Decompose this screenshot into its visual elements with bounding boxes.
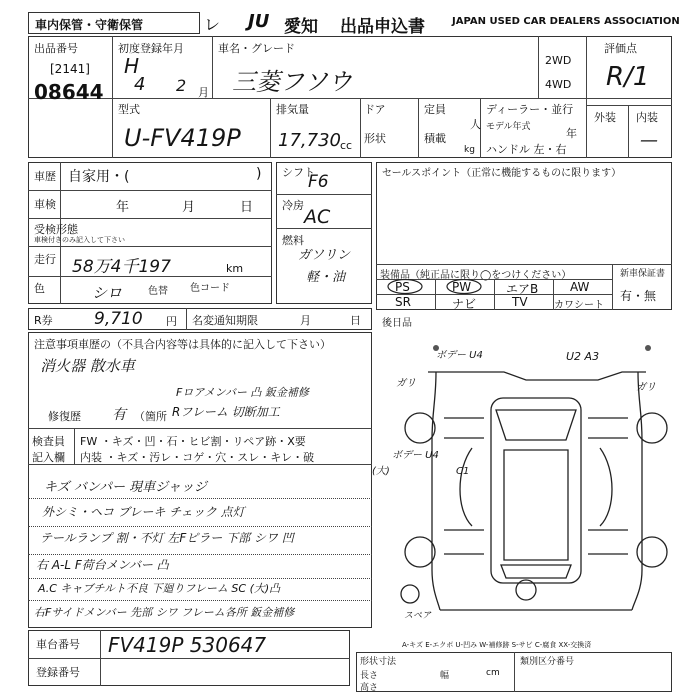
handle-label: ハンドル 左・右 [486, 143, 567, 156]
first-reg-year: 4 [134, 74, 146, 95]
memo-line-4: 右 A-L F荷台メンバー 凸 [36, 558, 169, 572]
memo-line-1: キズ バンパー 現車ジャッジ [44, 480, 207, 495]
yen-unit: 円 [166, 315, 177, 328]
first-reg-label: 初度登録年月 [118, 42, 184, 55]
diagram-note-1: ボデー U4 [436, 350, 483, 361]
recycle-label: R券 [34, 314, 53, 327]
shift-value: F6 [308, 172, 329, 192]
capacity-label: 定員 [424, 103, 446, 116]
association-name: JAPAN USED CAR DEALERS ASSOCIATION [452, 16, 680, 27]
door-label: ドア [364, 103, 386, 116]
diagram-note-5: ボデー U4 [392, 450, 439, 461]
shape-dims-label: 形状寸法 [360, 657, 397, 667]
equip-airbag: エアB [506, 282, 539, 296]
maker-label: 車名・グレード [218, 42, 295, 55]
color-value: シロ [92, 284, 123, 302]
memo-line-6: 右Fサイドメンバー 先部 シワ フレーム各所 鈑金補修 [34, 606, 295, 619]
name-change-day: 日 [350, 314, 361, 327]
equip-leather: カワシート [554, 300, 604, 311]
score-label: 評価点 [604, 42, 637, 55]
shift-label: シフト [282, 166, 315, 179]
length-label: 長さ [360, 671, 379, 681]
aircon-value: AC [304, 206, 331, 228]
diagram-note-6: C1 [456, 466, 470, 477]
diagram-note-2: U2 A3 [566, 350, 600, 363]
region-title: 愛知 [284, 17, 318, 37]
equipment-circles [376, 279, 612, 310]
fw-row: FW ・キズ・凹・石・ヒビ割・リペア跡・X要 [80, 435, 306, 448]
fuel-value-2: 軽・油 [306, 270, 346, 285]
fuel-value-1: ガソリン [298, 248, 351, 263]
person-unit: 人 [470, 118, 481, 131]
warranty-value: 有・無 [620, 289, 657, 303]
diagram-note-3: ガリ [396, 378, 416, 389]
chassis-value: FV419P 530647 [108, 633, 267, 657]
chassis-label: 車台番号 [36, 638, 80, 651]
shape-label: 形状 [364, 132, 386, 145]
sales-point-label: セールスポイント（正常に機能するものに限ります） [382, 168, 622, 179]
km-unit: km [226, 262, 244, 275]
interior-label: 内装 [636, 111, 658, 124]
displacement-value: 17,730 [278, 130, 341, 151]
equip-aw: AW [570, 280, 590, 294]
diagram-note-4: ガリ [636, 382, 656, 393]
notes-line-1: 消火器 散水車 [40, 357, 135, 375]
score-value: R/1 [606, 62, 650, 92]
history-value: 自家用・( [68, 169, 130, 185]
inspector-label: 検査員 [32, 435, 65, 448]
model-year-label: モデル年式 [486, 122, 531, 132]
width-label: 幅 [440, 671, 450, 681]
exterior-label: 外装 [594, 111, 616, 124]
kg-unit: kg [464, 145, 475, 155]
history-close: ) [256, 166, 262, 182]
color-code-label: 色コード [190, 283, 230, 294]
cc-unit: cc [340, 139, 353, 152]
history-label: 車歴 [34, 170, 56, 183]
repair-place: （箇所 [134, 410, 167, 423]
memo-line-5: A.C キャブチルト不良 下廻りフレーム SC (大)凸 [38, 582, 281, 595]
color-label: 色 [34, 282, 45, 295]
dealer-label: ディーラー・並行 [486, 103, 574, 116]
repair-text-2: Rフレーム 切断加工 [172, 405, 280, 419]
month-unit: 月 [198, 86, 209, 99]
notes-label: 注意事項車歴の（不具合内容等は具体的に記入して下さい） [34, 338, 331, 351]
car-diagram [376, 340, 672, 636]
name-change-label: 名変通知期限 [192, 314, 258, 327]
aircon-label: 冷房 [282, 199, 304, 212]
maker-value: 三菱フソウ [232, 68, 352, 96]
interior-value: — [640, 130, 658, 151]
drive-2wd: 2WD [545, 54, 572, 67]
color-change: 色替 [148, 286, 168, 297]
recycle-value: 9,710 [94, 309, 143, 329]
storage-box [28, 12, 200, 34]
ju-logo: JU [248, 11, 270, 32]
rear-seat-label: 後日品 [382, 318, 412, 329]
repair-mark: 有 [112, 407, 126, 423]
diagram-note-7: (大) [372, 466, 390, 477]
equip-sr: SR [395, 295, 411, 309]
model-label: 型式 [118, 103, 140, 116]
equip-navi: ナビ [452, 297, 477, 311]
equip-tv: TV [512, 295, 528, 309]
lot-label: 出品番号 [34, 42, 78, 55]
storage-note: 車内保管・守衛保管 [35, 18, 144, 32]
model-value: U-FV419P [124, 124, 241, 152]
memo-line-2: 外シミ・ヘコ ブレーキ チェック 点灯 [42, 505, 245, 519]
inspection-month: 月 [182, 200, 196, 215]
equip-ps: PS [395, 280, 410, 294]
entry-label: 記入欄 [32, 451, 65, 464]
body-class-label: 類別区分番号 [520, 657, 575, 667]
equipment-label: 装備品（純正品に限り◯をつけください） [380, 270, 572, 281]
reg-label: 登録番号 [36, 666, 80, 679]
acceptance-label: 受検形態 [34, 223, 78, 236]
name-change-month: 月 [300, 314, 311, 327]
equip-pw: PW [452, 280, 472, 294]
height-label: 高さ [360, 683, 379, 693]
inspection-year: 年 [116, 200, 130, 215]
inspection-day: 日 [240, 200, 254, 215]
displacement-label: 排気量 [276, 103, 309, 116]
lot-number: 08644 [34, 80, 104, 104]
inspection-label: 車検 [34, 198, 56, 211]
form-title: 出品申込書 [340, 17, 425, 37]
memo-line-3: テールランプ 割・不灯 左Fピラー 下部 シワ 凹 [40, 531, 294, 545]
acceptance-note: 車検付きのみ記入して下さい [34, 236, 125, 244]
lot-sub: [2141] [50, 62, 90, 76]
year-unit: 年 [566, 127, 577, 140]
repair-text-1: Fロアメンバー 凸 鈑金補修 [176, 386, 309, 399]
fuel-label: 燃料 [282, 234, 304, 247]
drive-4wd: 4WD [545, 78, 572, 91]
diagram-note-8: スペア [404, 611, 432, 621]
warranty-label: 新車保証書 [620, 269, 666, 279]
first-reg-era: H [124, 54, 140, 78]
damage-legend: A-キズ E-エクボ U-凹み W-補修跡 S-サビ C-腐食 XX-交換済 [402, 641, 592, 649]
storage-mark: レ [204, 15, 221, 34]
cm-unit: cm [486, 668, 500, 678]
mileage-value: 58万4千197 [72, 257, 171, 277]
mileage-label: 走行 [34, 253, 56, 266]
first-reg-month: 2 [176, 76, 187, 95]
interior-row: 内装 ・キズ・汚レ・コゲ・穴・スレ・キレ・破 [80, 451, 315, 464]
repair-label: 修復歴 [48, 410, 81, 423]
load-label: 積載 [424, 132, 446, 145]
